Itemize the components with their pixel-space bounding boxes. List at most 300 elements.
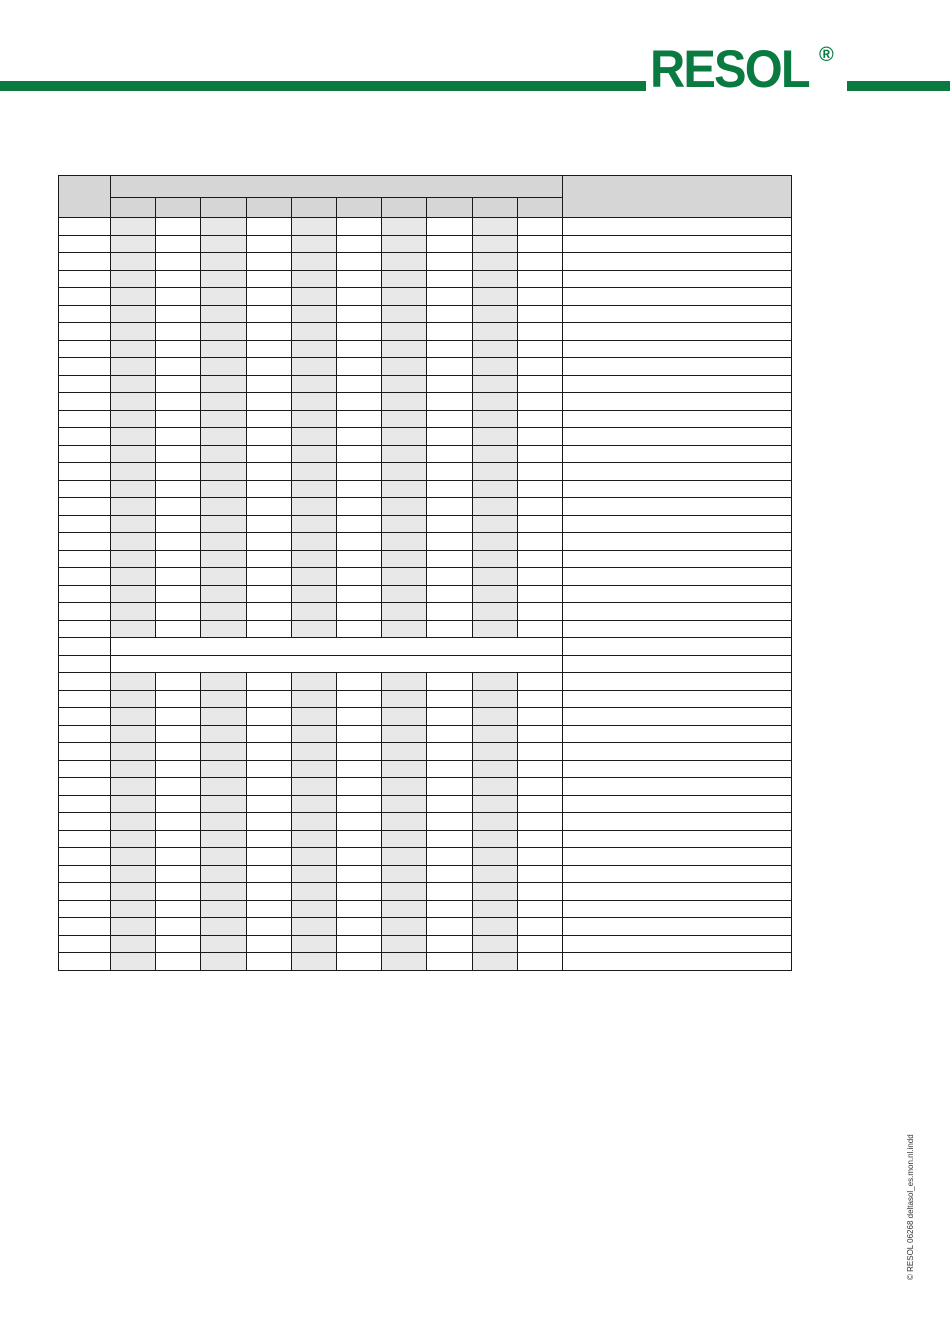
description-cell [563,673,792,691]
value-cell [156,463,201,481]
value-cell [427,900,473,918]
value-cell [247,568,292,586]
value-cell [292,778,337,796]
value-cell [427,865,473,883]
table-row [59,690,792,708]
row-label-cell [59,918,111,936]
row-label-cell [59,445,111,463]
value-cell [473,305,518,323]
row-label-cell [59,603,111,621]
value-cell [247,935,292,953]
value-cell [156,533,201,551]
value-cell [111,323,156,341]
description-cell [563,935,792,953]
value-cell [473,288,518,306]
value-cell [427,778,473,796]
value-cell [382,340,427,358]
table-row [59,585,792,603]
description-cell [563,900,792,918]
value-cell [156,410,201,428]
value-cell [156,620,201,638]
value-cell [427,883,473,901]
value-cell [427,690,473,708]
value-cell [427,673,473,691]
value-cell [111,305,156,323]
value-cell [518,235,563,253]
value-cell [201,480,247,498]
value-cell [247,918,292,936]
value-cell [111,410,156,428]
value-cell [292,935,337,953]
row-label-cell [59,778,111,796]
value-cell [473,375,518,393]
value-cell [337,533,382,551]
merged-value-cell [111,655,563,673]
value-cell [292,288,337,306]
value-cell [518,533,563,551]
header-subcell [111,198,156,218]
value-cell [427,218,473,236]
value-cell [201,533,247,551]
header-cell-first [59,176,111,218]
value-cell [156,795,201,813]
value-cell [518,795,563,813]
value-cell [518,690,563,708]
header-rule-left [0,81,646,91]
copyright-note: © RESOL 06268 deltasol_es.mon.nl.indd [906,1134,915,1280]
value-cell [111,865,156,883]
value-cell [337,550,382,568]
value-cell [473,743,518,761]
value-cell [292,463,337,481]
value-cell [518,778,563,796]
description-cell [563,428,792,446]
description-cell [563,410,792,428]
value-cell [337,323,382,341]
value-cell [292,218,337,236]
value-cell [111,918,156,936]
value-cell [518,883,563,901]
value-cell [111,725,156,743]
value-cell [111,253,156,271]
value-cell [518,673,563,691]
table-row [59,708,792,726]
value-cell [292,498,337,516]
value-cell [156,515,201,533]
value-cell [292,795,337,813]
value-cell [518,708,563,726]
table-row [59,340,792,358]
value-cell [382,428,427,446]
value-cell [427,410,473,428]
table-row [59,778,792,796]
row-label-cell [59,795,111,813]
table-row [59,393,792,411]
value-cell [518,375,563,393]
value-cell [427,340,473,358]
table-row [59,795,792,813]
value-cell [111,445,156,463]
value-cell [292,270,337,288]
resol-logo-text: RESOL [650,40,809,99]
value-cell [473,393,518,411]
value-cell [518,813,563,831]
row-label-cell [59,848,111,866]
table-row [59,323,792,341]
value-cell [427,533,473,551]
value-cell [201,795,247,813]
table-row [59,620,792,638]
value-cell [382,235,427,253]
value-cell [111,288,156,306]
value-cell [518,953,563,971]
value-cell [518,918,563,936]
value-cell [382,603,427,621]
value-cell [473,760,518,778]
value-cell [427,743,473,761]
value-cell [518,568,563,586]
value-cell [111,463,156,481]
value-cell [111,673,156,691]
description-cell [563,883,792,901]
value-cell [247,463,292,481]
value-cell [427,725,473,743]
value-cell [473,585,518,603]
value-cell [201,585,247,603]
value-cell [473,445,518,463]
value-cell [382,515,427,533]
value-cell [473,410,518,428]
row-label-cell [59,340,111,358]
value-cell [247,603,292,621]
value-cell [111,778,156,796]
header-subcell [201,198,247,218]
value-cell [337,480,382,498]
value-cell [247,323,292,341]
value-cell [337,463,382,481]
value-cell [382,218,427,236]
value-cell [292,620,337,638]
value-cell [247,673,292,691]
value-cell [473,673,518,691]
value-cell [201,340,247,358]
value-cell [518,340,563,358]
value-cell [201,253,247,271]
merged-row [59,655,792,673]
value-cell [382,410,427,428]
value-cell [156,253,201,271]
header-subcell [427,198,473,218]
description-cell [563,480,792,498]
row-label-cell [59,288,111,306]
value-cell [247,865,292,883]
value-cell [427,708,473,726]
value-cell [201,953,247,971]
value-cell [111,795,156,813]
description-cell [563,218,792,236]
value-cell [518,410,563,428]
value-cell [518,620,563,638]
value-cell [427,603,473,621]
value-cell [156,935,201,953]
value-cell [337,498,382,516]
table-row [59,900,792,918]
description-cell [563,498,792,516]
description-cell [563,655,792,673]
description-cell [563,813,792,831]
value-cell [473,725,518,743]
value-cell [201,813,247,831]
value-cell [292,393,337,411]
table-row [59,953,792,971]
table-row [59,603,792,621]
value-cell [518,830,563,848]
value-cell [337,778,382,796]
value-cell [111,393,156,411]
value-cell [247,795,292,813]
value-cell [292,708,337,726]
value-cell [518,323,563,341]
table-row [59,883,792,901]
value-cell [382,900,427,918]
value-cell [518,603,563,621]
header-subcell [473,198,518,218]
table-row [59,288,792,306]
description-cell [563,708,792,726]
value-cell [247,900,292,918]
value-cell [337,288,382,306]
value-cell [427,323,473,341]
value-cell [473,568,518,586]
value-cell [337,358,382,376]
value-cell [156,760,201,778]
value-cell [518,270,563,288]
value-cell [111,760,156,778]
description-cell [563,235,792,253]
value-cell [337,270,382,288]
value-cell [518,305,563,323]
value-cell [473,813,518,831]
value-cell [247,253,292,271]
value-cell [382,795,427,813]
value-cell [427,428,473,446]
table-row [59,760,792,778]
value-cell [292,445,337,463]
value-cell [382,743,427,761]
value-cell [247,428,292,446]
value-cell [473,498,518,516]
value-cell [201,235,247,253]
row-label-cell [59,358,111,376]
value-cell [292,918,337,936]
value-cell [427,288,473,306]
row-label-cell [59,463,111,481]
value-cell [473,830,518,848]
value-cell [201,410,247,428]
value-cell [201,848,247,866]
value-cell [427,550,473,568]
description-cell [563,515,792,533]
table-row [59,463,792,481]
value-cell [382,393,427,411]
value-cell [111,690,156,708]
value-cell [247,848,292,866]
row-label-cell [59,515,111,533]
value-cell [292,568,337,586]
value-cell [247,235,292,253]
value-cell [247,550,292,568]
description-cell [563,270,792,288]
value-cell [201,918,247,936]
value-cell [156,568,201,586]
description-cell [563,533,792,551]
value-cell [111,603,156,621]
value-cell [518,445,563,463]
value-cell [427,253,473,271]
description-cell [563,620,792,638]
table-row [59,253,792,271]
value-cell [292,550,337,568]
value-cell [427,568,473,586]
value-cell [201,725,247,743]
value-cell [156,585,201,603]
value-cell [382,620,427,638]
value-cell [337,585,382,603]
value-cell [247,498,292,516]
value-cell [382,550,427,568]
value-cell [111,428,156,446]
row-label-cell [59,568,111,586]
header-rule-right [847,81,950,91]
value-cell [247,725,292,743]
value-cell [382,585,427,603]
value-cell [337,743,382,761]
value-cell [156,288,201,306]
value-cell [247,515,292,533]
value-cell [111,533,156,551]
value-cell [473,848,518,866]
value-cell [156,375,201,393]
value-cell [518,725,563,743]
value-cell [156,848,201,866]
value-cell [292,813,337,831]
value-cell [473,515,518,533]
value-cell [247,708,292,726]
value-cell [156,918,201,936]
value-cell [111,830,156,848]
value-cell [427,305,473,323]
value-cell [473,603,518,621]
value-cell [427,585,473,603]
value-cell [337,830,382,848]
value-cell [201,743,247,761]
value-cell [156,550,201,568]
value-cell [247,883,292,901]
table-row [59,673,792,691]
value-cell [111,270,156,288]
value-cell [156,393,201,411]
description-cell [563,743,792,761]
table-row [59,428,792,446]
value-cell [201,445,247,463]
value-cell [201,708,247,726]
value-cell [337,428,382,446]
value-cell [292,865,337,883]
value-cell [247,218,292,236]
value-cell [382,830,427,848]
value-cell [111,480,156,498]
row-label-cell [59,900,111,918]
row-label-cell [59,585,111,603]
value-cell [382,883,427,901]
row-label-cell [59,953,111,971]
value-cell [427,813,473,831]
table-row [59,813,792,831]
header-cell-last [563,176,792,218]
description-cell [563,358,792,376]
value-cell [382,953,427,971]
value-cell [111,340,156,358]
row-label-cell [59,375,111,393]
value-cell [247,393,292,411]
table-row [59,725,792,743]
value-cell [111,218,156,236]
value-cell [156,673,201,691]
value-cell [427,393,473,411]
description-cell [563,340,792,358]
description-cell [563,865,792,883]
merged-row [59,638,792,656]
row-label-cell [59,305,111,323]
value-cell [201,498,247,516]
value-cell [518,463,563,481]
description-cell [563,568,792,586]
value-cell [337,218,382,236]
value-cell [201,323,247,341]
value-cell [247,340,292,358]
row-label-cell [59,480,111,498]
value-cell [382,498,427,516]
value-cell [382,865,427,883]
row-label-cell [59,638,111,656]
value-cell [156,830,201,848]
value-cell [518,515,563,533]
description-cell [563,288,792,306]
table-row [59,358,792,376]
value-cell [427,935,473,953]
value-cell [337,795,382,813]
value-cell [156,480,201,498]
value-cell [473,340,518,358]
value-cell [156,445,201,463]
value-cell [473,918,518,936]
value-cell [292,883,337,901]
value-cell [337,305,382,323]
value-cell [292,743,337,761]
value-cell [156,900,201,918]
value-cell [292,323,337,341]
value-cell [247,358,292,376]
table-row [59,305,792,323]
value-cell [247,830,292,848]
value-cell [156,305,201,323]
value-cell [382,673,427,691]
value-cell [337,935,382,953]
table-row [59,865,792,883]
row-label-cell [59,690,111,708]
value-cell [518,393,563,411]
row-label-cell [59,323,111,341]
